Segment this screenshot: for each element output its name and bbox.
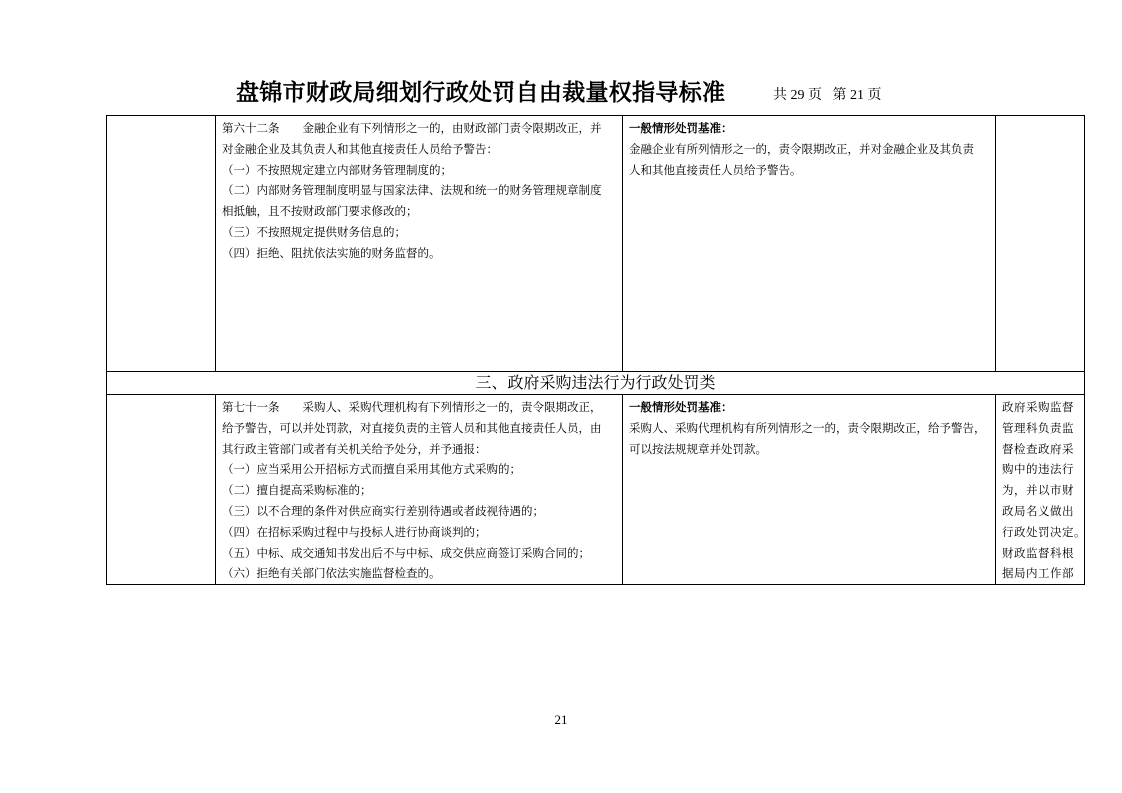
- department-line: 购中的违法行: [1002, 462, 1074, 477]
- article-line: （三）以不合理的条件对供应商实行差别待遇或者歧视待遇的；: [222, 503, 544, 518]
- page-header: [0, 78, 1122, 110]
- standard-heading: 一般情形处罚基准：: [629, 121, 733, 135]
- article-line: （二）擅自提高采购标准的；: [222, 483, 372, 498]
- article-cell: [216, 116, 623, 372]
- article-line: （四）在招标采购过程中与投标人进行协商谈判的；: [222, 524, 487, 539]
- article-line: 第七十一条 采购人、采购代理机构有下列情形之一的，责令限期改正，: [222, 400, 602, 414]
- total-pages: 共 29 页: [773, 88, 822, 103]
- department-line: 政局名义做出: [1002, 503, 1074, 518]
- current-page: 第 21 页: [832, 88, 882, 103]
- article-line: 相抵触，且不按财政部门要求修改的；: [222, 204, 418, 219]
- standard-line: 采购人、采购代理机构有所列情形之一的，责令限期改正，给予警告，: [629, 420, 986, 435]
- document-title: 盘锦市财政局细划行政处罚自由裁量权指导标准: [236, 80, 726, 106]
- table-row: [107, 395, 1085, 585]
- article-cell: [216, 395, 623, 585]
- article-line: （六）拒绝有关部门依法实施监督检查的。: [222, 566, 441, 581]
- article-line: 给予警告，可以并处罚款，对直接负责的主管人员和其他直接责任人员，由: [222, 420, 602, 435]
- section-row: [107, 372, 1085, 395]
- department-line: 行政处罚决定。: [1002, 524, 1086, 539]
- department-line: 督检查政府采: [1002, 441, 1074, 456]
- section-title: 三、政府采购违法行为行政处罚类: [107, 372, 1085, 395]
- article-line: （一）应当采用公开招标方式而擅自采用其他方式采购的；: [222, 462, 521, 477]
- department-line: 据局内工作部: [1002, 566, 1074, 581]
- article-line: （一）不按照规定建立内部财务管理制度的；: [222, 162, 452, 177]
- article-line: （二）内部财务管理制度明显与国家法律、法规和统一的财务管理规章制度: [222, 183, 602, 198]
- department-line: 财政监督科根: [1002, 545, 1074, 560]
- standard-line: 可以按法规规章并处罚款。: [629, 441, 767, 456]
- standard-line: 人和其他直接责任人员给予警告。: [629, 162, 802, 177]
- department-cell: [996, 116, 1085, 372]
- department-line: 政府采购监督: [1002, 400, 1074, 414]
- article-line: 对金融企业及其负责人和其他直接责任人员给予警告：: [222, 141, 498, 156]
- standard-line: 金融企业有所列情形之一的，责令限期改正，并对金融企业及其负责: [629, 141, 974, 156]
- page-info: [773, 87, 882, 105]
- standard-cell: [623, 395, 996, 585]
- department-line: 管理科负责监: [1002, 420, 1074, 435]
- department-line: 为，并以市财: [1002, 483, 1074, 498]
- penalty-standards-table: [106, 115, 1085, 585]
- article-line: 其行政主管部门或者有关机关给予处分，并予通报：: [222, 441, 487, 456]
- category-cell: [107, 395, 216, 585]
- standard-heading: 一般情形处罚基准：: [629, 400, 733, 414]
- article-line: （五）中标、成交通知书发出后不与中标、成交供应商签订采购合同的；: [222, 545, 590, 560]
- article-line: （四）拒绝、阻扰依法实施的财务监督的。: [222, 245, 441, 260]
- standard-cell: [623, 116, 996, 372]
- article-line: 第六十二条 金融企业有下列情形之一的，由财政部门责令限期改正，并: [222, 121, 602, 135]
- table-row: [107, 116, 1085, 372]
- page-number: 21: [554, 712, 568, 727]
- department-cell: [996, 395, 1085, 585]
- category-cell: [107, 116, 216, 372]
- article-line: （三）不按照规定提供财务信息的；: [222, 224, 406, 239]
